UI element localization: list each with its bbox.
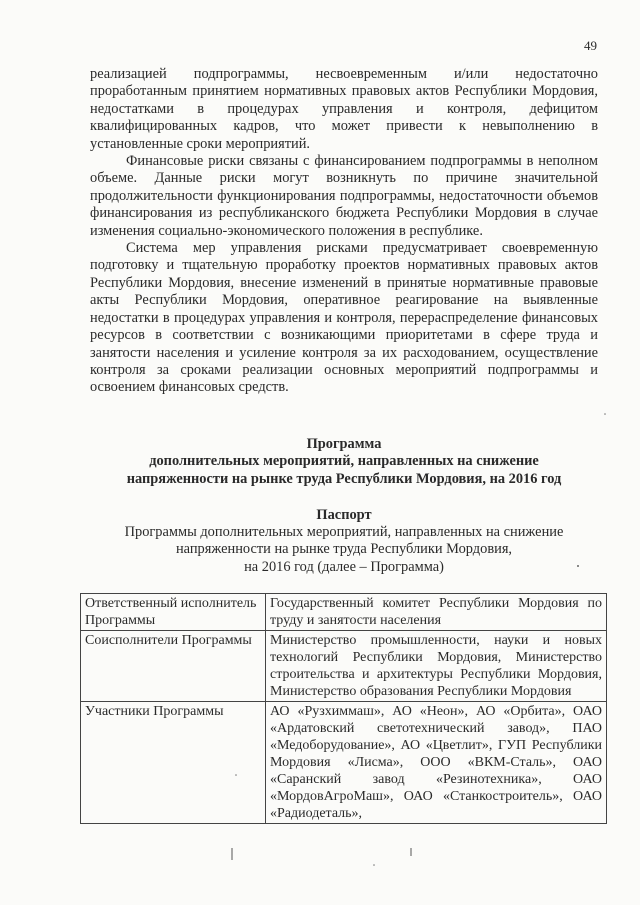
program-title-line: Программа <box>306 436 382 452</box>
table-cell-label: Ответственный исполнитель Программы <box>81 594 266 631</box>
program-title-line: напряженности на рынке труда Республики Мордовия, на 2016 год <box>126 470 562 487</box>
program-title <box>90 436 598 488</box>
passport-subtitle <box>90 524 598 576</box>
passport-heading: Паспорт <box>316 507 372 523</box>
table-cell-label: Участники Программы <box>81 702 266 824</box>
table-row <box>81 631 607 702</box>
passport-subtitle-line: напряженности на рынке труда Республики Мордовия, <box>175 541 513 558</box>
table-cell-label: Соисполнители Программы <box>81 631 266 702</box>
page-number: 49 <box>584 38 597 53</box>
passport-subtitle-line: на 2016 год (далее – Программа) <box>244 558 444 575</box>
paragraph: Финансовые риски связаны с финансированием подпрограммы в неполном объеме. Данные риски могут возникнуть по причине значительной продолжительности функционирования подпрограммы, недостаточности объемов финансирования из республиканского бюджета Республики Мордовия в случае изменения социально-экономического положения в республике. <box>90 153 598 239</box>
table-cell-value: Министерство промышленности, науки и новых технологий Республики Мордовия, Министерство строительства и архитектуры Республики Мордовия, Министерство образования Республики Мордовия <box>266 631 607 702</box>
table-cell-value: Государственный комитет Республики Мордовия по труду и занятости населения <box>266 594 607 631</box>
paragraph: реализацией подпрограммы, несвоевременным и/или недостаточно проработанным принятием нормативных правовых актов Республики Мордовия, недостатками в процедурах управления и контроля, дефицитом квалифицированных кадров, что может привести к невыполнению в установленные сроки мероприятий. <box>90 66 598 152</box>
passport-subtitle-line: Программы дополнительных мероприятий, направленных на снижение <box>124 524 564 540</box>
program-title-line: дополнительных мероприятий, направленных на снижение <box>149 453 539 470</box>
table-cell-value: АО «Рузхиммаш», АО «Неон», АО «Орбита», ОАО «Ардатовский светотехнический завод», ПАО «Медоборудование», АО «Цветлит», ГУП Республики Мордовия «Лисма», ООО «ВКМ-Сталь», ОАО «Саранский завод «Резинотехника», ОАО «МордовАгроМаш», ОАО «Станкостроитель», ОАО «Радиодеталь», <box>266 702 607 824</box>
passport-table <box>80 593 607 824</box>
table-row <box>81 594 607 631</box>
paragraph: Система мер управления рисками предусматривает своевременную подготовку и тщательную проработку проектов нормативных правовых актов Республики Мордовия, внесение изменений в принятые нормативные правовые акты Республики Мордовия, оперативное реагирование на выявленные недостатки в процедурах управления и контроля, перераспределение финансовых ресурсов в соответствии с возникающими приоритетами в сфере труда и занятости населения и усиление контроля за их расходованием, осуществление контроля за сроками реализации основных мероприятий подпрограммы и освоением финансовых средств. <box>90 240 598 396</box>
body-text <box>90 66 598 397</box>
table-row <box>81 702 607 824</box>
